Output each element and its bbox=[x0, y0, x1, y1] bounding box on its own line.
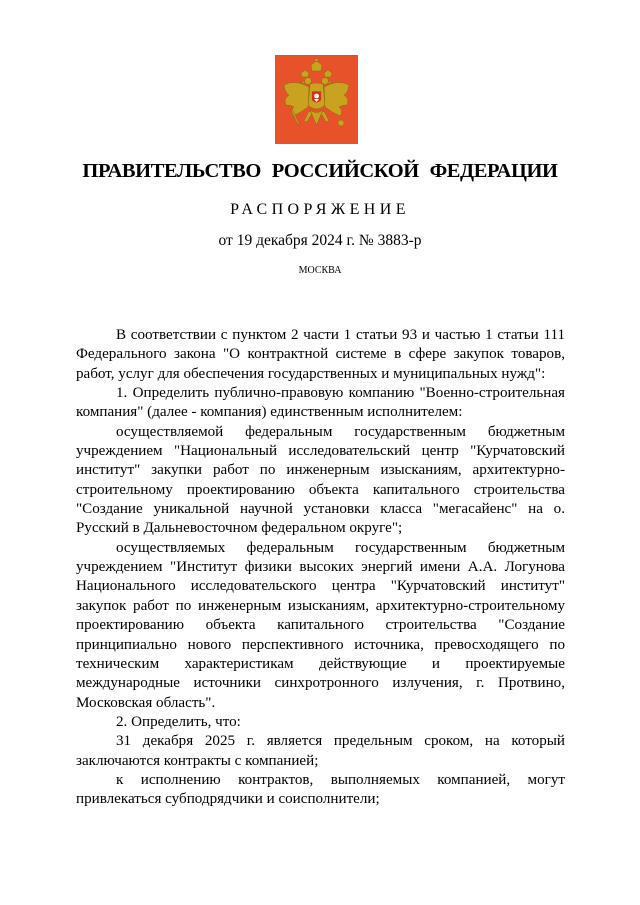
paragraph-preamble: В соответствии с пунктом 2 части 1 статьи 93 и частью 1 статьи 111 Федерального закона "О контрактной системе в сфере закупок товаров, работ, услуг для обеспечения государственных и муниципальных нужд": bbox=[76, 327, 565, 382]
document-city: МОСКВА bbox=[298, 265, 342, 276]
emblem bbox=[275, 55, 358, 144]
paragraph-item-1-subitem-2: осуществляемых федеральным государственным бюджетным учреждением "Институт физики высоких энергий имени А.А. Логунова Национального исследовательского центра "Курчатовский институт" закупок работ по инженерным изысканиям, архитектурно-строительному проектированию объекта капитального строительства "Создание принципиально нового перспективного источника, превосходящего по техническим характеристикам действующие и проектируемые международные источники синхротронного излучения, г. Протвино, Московская область". bbox=[76, 539, 565, 711]
document-type: РАСПОРЯЖЕНИЕ bbox=[230, 201, 410, 218]
paragraph-item-1-subitem-1: осуществляемой федеральным государственным бюджетным учреждением "Национальный исследовательский центр "Курчатовский институт" закупки работ по инженерным изысканиям, архитектурно-строительному проектированию объекта капитального строительства "Создание уникальной научной установки класса "мегасайенс" на о. Русский в Дальневосточном федеральном округе"; bbox=[76, 423, 565, 537]
paragraph-item-2-subitem-1: 31 декабря 2025 г. является предельным сроком, на который заключаются контракты с компанией; bbox=[76, 733, 565, 769]
paragraph-item-2-subitem-2: к исполнению контрактов, выполняемых компанией, могут привлекаться субподрядчики и соисполнители; bbox=[76, 771, 565, 808]
paragraph-item-2: 2. Определить, что: bbox=[116, 713, 241, 730]
coat-of-arms-of-russia-icon bbox=[275, 55, 358, 144]
government-title: ПРАВИТЕЛЬСТВО РОССИЙСКОЙ ФЕДЕРАЦИИ bbox=[82, 160, 558, 182]
document-date-number: от 19 декабря 2024 г. № 3883-р bbox=[218, 232, 422, 249]
document-body bbox=[76, 326, 565, 810]
paragraph-item-1: 1. Определить публично-правовую компанию "Военно-строительная компания" (далее - компания) единственным исполнителем: bbox=[76, 385, 565, 421]
